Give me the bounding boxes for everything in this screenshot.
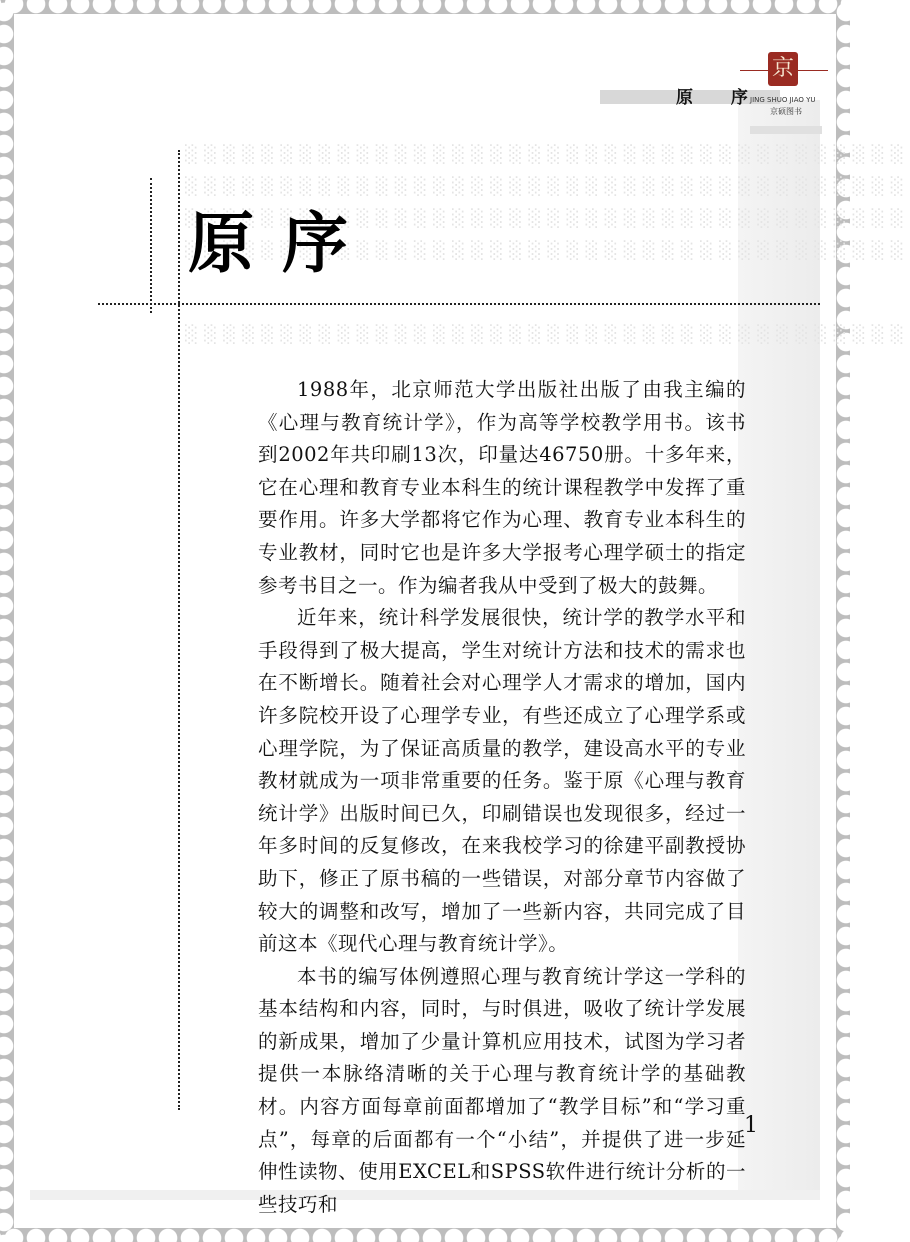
logo-english-text: JING SHUO JIAO YU xyxy=(750,96,816,104)
running-header-title: 原 序 xyxy=(676,88,764,108)
dotted-horizontal-rule xyxy=(98,303,820,305)
logo-tagline-bar xyxy=(750,126,822,134)
dotted-vertical-rule xyxy=(178,150,180,1110)
logo-seal-icon: 京 xyxy=(768,52,798,86)
paragraph: 1988年，北京师范大学出版社出版了由我主编的《心理与教育统计学》，作为高等学校教学用书。该书到2002年共印刷13次，印量达46750册。十多年来，它在心理和教育专业本科生的统计课程教学中发挥了重要作用。许多大学都将它作为心理、教育专业本科生的专业教材，同时它也是许多大学报考心理学硕士的指定参考书目之一。作为编者我从中受到了极大的鼓舞。 xyxy=(258,378,746,597)
bleed-through-text: ░░░░░░░░░░░░░░░░░░░░░░░░░░░░░░░░░░░░░░ xyxy=(185,241,910,261)
bleed-through-text: ░░░░░░░░░░░░░░░░░░░░░░░░░░░░░░░░░░░░░░ xyxy=(185,177,910,197)
dotted-vertical-rule-short xyxy=(150,178,152,313)
body-text xyxy=(258,374,746,1221)
bleed-through-text: ░░░░░░░░░░░░░░░░░░░░░░░░░░░░░░░░░░░░░░ xyxy=(185,145,910,165)
paragraph: 近年来，统计科学发展很快，统计学的教学水平和手段得到了极大提高，学生对统计方法和技术的需求也在不断增长。随着社会对心理学人才需求的增加，国内许多院校开设了心理学专业，有些还成立了心理学系或心理学院，为了保证高质量的教学，建设高水平的专业教材就成为一项非常重要的任务。鉴于原《心理与教育统计学》出版时间已久，印刷错误也发现很多，经过一年多时间的反复修改，在来我校学习的徐建平副教授协助下，修正了原书稿的一些错误，对部分章节内容做了较大的调整和改写，增加了一些新内容，共同完成了目前这本《现代心理与教育统计学》。 xyxy=(258,606,746,956)
bleed-through-text: ░░░░░░░░░░░░░░░░░░░░░░░░░░░░░░░░░░░░░░ xyxy=(185,325,910,345)
logo-chinese-text: 京硕图书 xyxy=(770,107,802,116)
publisher-logo xyxy=(740,50,830,130)
bleed-through-text: ░░░░░░░░░░░░░░░░░░░░░░░░░░░░░░░░░░░░░░ xyxy=(185,209,910,229)
chapter-title: 原序 xyxy=(188,204,376,282)
paragraph: 本书的编写体例遵照心理与教育统计学这一学科的基本结构和内容，同时，与时俱进，吸收了统计学发展的新成果，增加了少量计算机应用技术，试图为学习者提供一本脉络清晰的关于心理与教育统计学的基础教材。内容方面每章前面都增加了“教学目标”和“学习重点”，每章的后面都有一个“小结”，并提供了进一步延伸性读物、使用EXCEL和SPSS软件进行统计分析的一些技巧和 xyxy=(258,964,746,1216)
page-number: 1 xyxy=(744,1113,758,1138)
